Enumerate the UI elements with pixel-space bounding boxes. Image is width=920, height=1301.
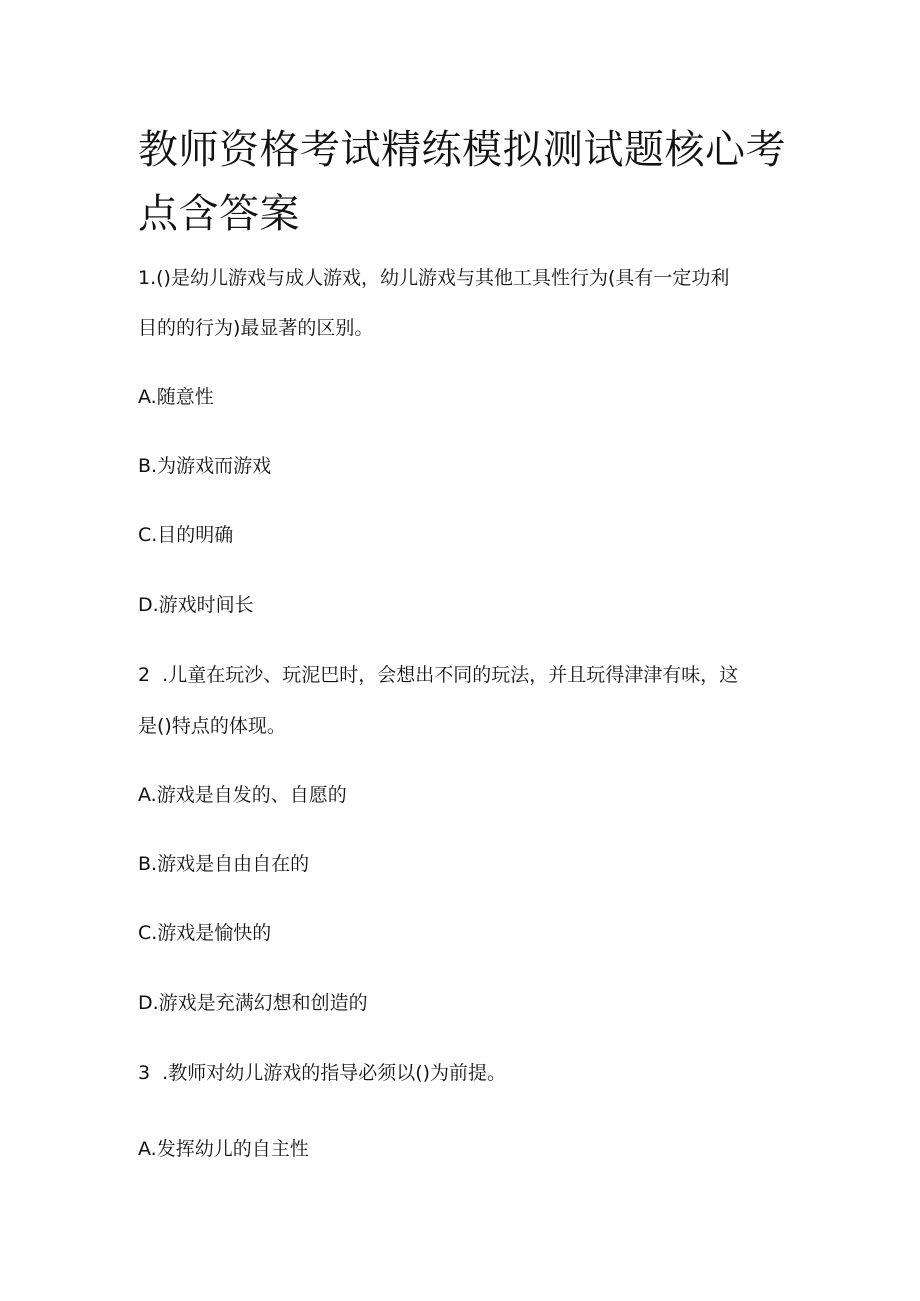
question-3-option-a: A.发挥幼儿的自主性	[138, 1138, 309, 1160]
question-1-stem-line-1: 1.()是幼儿游戏与成人游戏，幼儿游戏与其他工具性行为(具有一定功利	[138, 267, 730, 289]
question-2-option-d: D.游戏是充满幻想和创造的	[138, 992, 368, 1014]
question-2-option-a: A.游戏是自发的、自愿的	[138, 784, 347, 806]
question-2-stem-line-2: 是()特点的体现。	[138, 715, 286, 737]
question-1-option-d: D.游戏时间长	[138, 594, 254, 616]
question-1-stem-line-2: 目的的行为)最显著的区别。	[138, 317, 374, 339]
question-2-stem-line-1: 2 .儿童在玩沙、玩泥巴时，会想出不同的玩法，并且玩得津津有味，这	[138, 664, 739, 686]
question-2-option-c: C.游戏是愉快的	[138, 922, 272, 944]
document-title: 教师资格考试精练模拟测试题核心考点含答案	[138, 127, 786, 237]
question-1-option-a: A.随意性	[138, 386, 214, 408]
question-1-option-c: C.目的明确	[138, 524, 234, 546]
question-3-stem: 3 .教师对幼儿游戏的指导必须以()为前提。	[138, 1062, 507, 1084]
question-1-option-b: B.为游戏而游戏	[138, 455, 272, 477]
question-2-option-b: B.游戏是自由自在的	[138, 853, 310, 875]
